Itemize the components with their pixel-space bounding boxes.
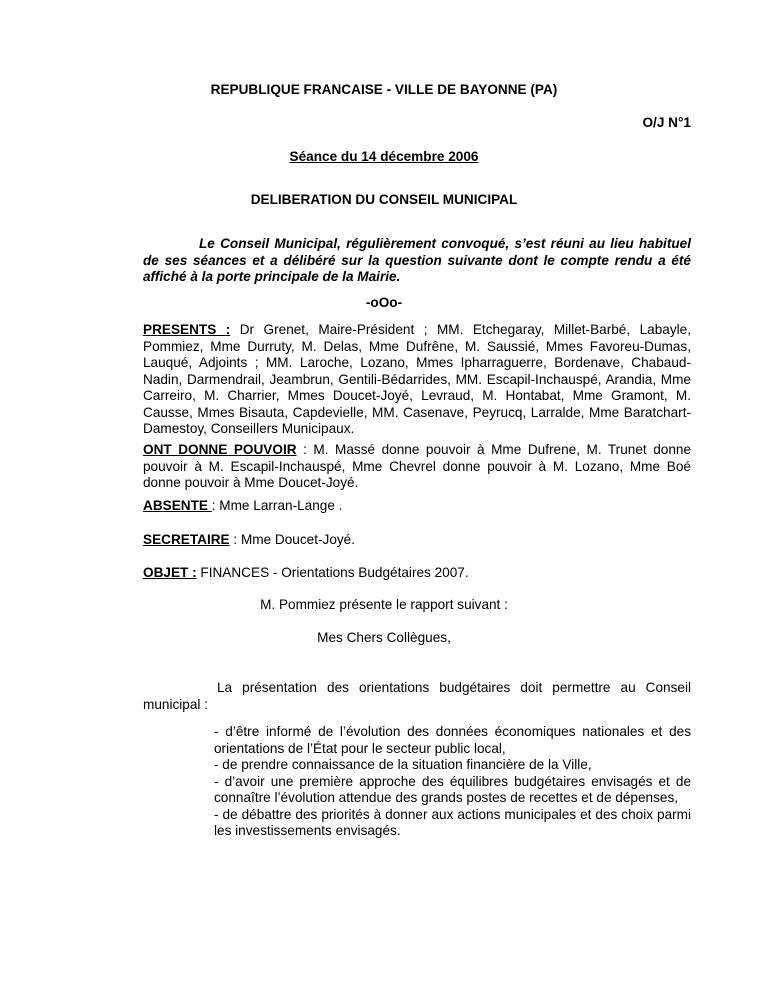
objet-text: FINANCES - Orientations Budgétaires 2007. bbox=[196, 565, 469, 580]
list-item: - de prendre connaissance de la situation financière de la Ville, bbox=[214, 757, 592, 772]
report-intro: M. Pommiez présente le rapport suivant : bbox=[260, 597, 508, 612]
deliberation-title: DELIBERATION DU CONSEIL MUNICIPAL bbox=[250, 192, 518, 207]
main-paragraph-text: La présentation des orientations budgétaires doit permettre au Conseil municipal : bbox=[143, 680, 691, 712]
session-date: Séance du 14 décembre 2006 bbox=[289, 149, 479, 164]
agenda-number: O/J N°1 bbox=[642, 115, 691, 130]
salutation: Mes Chers Collègues, bbox=[317, 630, 451, 645]
separator: -oOo- bbox=[365, 295, 403, 310]
secretaire-section bbox=[143, 532, 691, 549]
presents-label: PRESENTS : bbox=[143, 322, 231, 337]
absente-label: ABSENTE bbox=[143, 498, 212, 513]
list-item: - de débattre des priorités à donner aux actions municipales et des choix parmi les investissements envisagés. bbox=[214, 806, 691, 838]
presents-text: Dr Grenet, Maire-Président ; MM. Etchegaray, Millet-Barbé, Labayle, Pommiez, Mme Durruty, M. Delas, Mme Dufrêne, M. Saussié, Mmes Favoreu-Dumas, Lauqué, Adjoints ; MM. Laroche, Lozano, Mmes Ipharraguerre, Bordenave, Chabaud-Nadin, Darmendrail, Jeambrun, Gentili-Bédarrides, MM. Escapil-Inchauspé, Arandia, Mme Carreiro, M. Charrier, Mmes Doucet-Joyé, Levraud, M. Hontabat, Mme Gramont, M. Causse, Mmes Bisauta, Capdevielle, MM. Casenave, Peyrucq, Larralde, Mme Baratchart-Damestoy, Conseillers Municipaux. bbox=[143, 322, 691, 436]
list-item: - d’avoir une première approche des équilibres budgétaires envisagés et de connaître l’évolution attendue des grands postes de recettes et de dépenses, bbox=[214, 773, 691, 805]
absente-text: : Mme Larran-Lange . bbox=[211, 498, 343, 513]
secretaire-text: : Mme Doucet-Joyé. bbox=[229, 532, 356, 547]
objectives-list bbox=[214, 724, 691, 840]
pouvoir-text: : M. Massé donne pouvoir à Mme Dufrene, M. Trunet donne pouvoir à M. Escapil-Inchauspé, Mme Chevrel donne pouvoir à M. Lozano, Mme Boé donne pouvoir à Mme Doucet-Joyé. bbox=[143, 442, 692, 490]
pouvoir-section bbox=[143, 442, 691, 492]
secretaire-label: SECRETAIRE bbox=[143, 532, 230, 547]
absente-section bbox=[143, 498, 691, 515]
list-item: - d’être informé de l’évolution des données économiques nationales et des orientations de l’État pour le secteur public local, bbox=[214, 724, 691, 756]
presents-section bbox=[143, 322, 691, 438]
main-paragraph bbox=[143, 680, 691, 713]
intro-text: Le Conseil Municipal, régulièrement convoqué, s’est réuni au lieu habituel de ses séances et a délibéré sur la question suivante dont le compte rendu a été affiché à la porte principale de la Mairie. bbox=[143, 236, 691, 284]
objet-section bbox=[143, 565, 691, 582]
objet-label: OBJET : bbox=[143, 565, 197, 580]
pouvoir-label: ONT DONNE POUVOIR bbox=[143, 442, 297, 457]
intro-paragraph bbox=[143, 236, 691, 286]
document-header: REPUBLIQUE FRANCAISE - VILLE DE BAYONNE (PA) bbox=[210, 82, 558, 97]
